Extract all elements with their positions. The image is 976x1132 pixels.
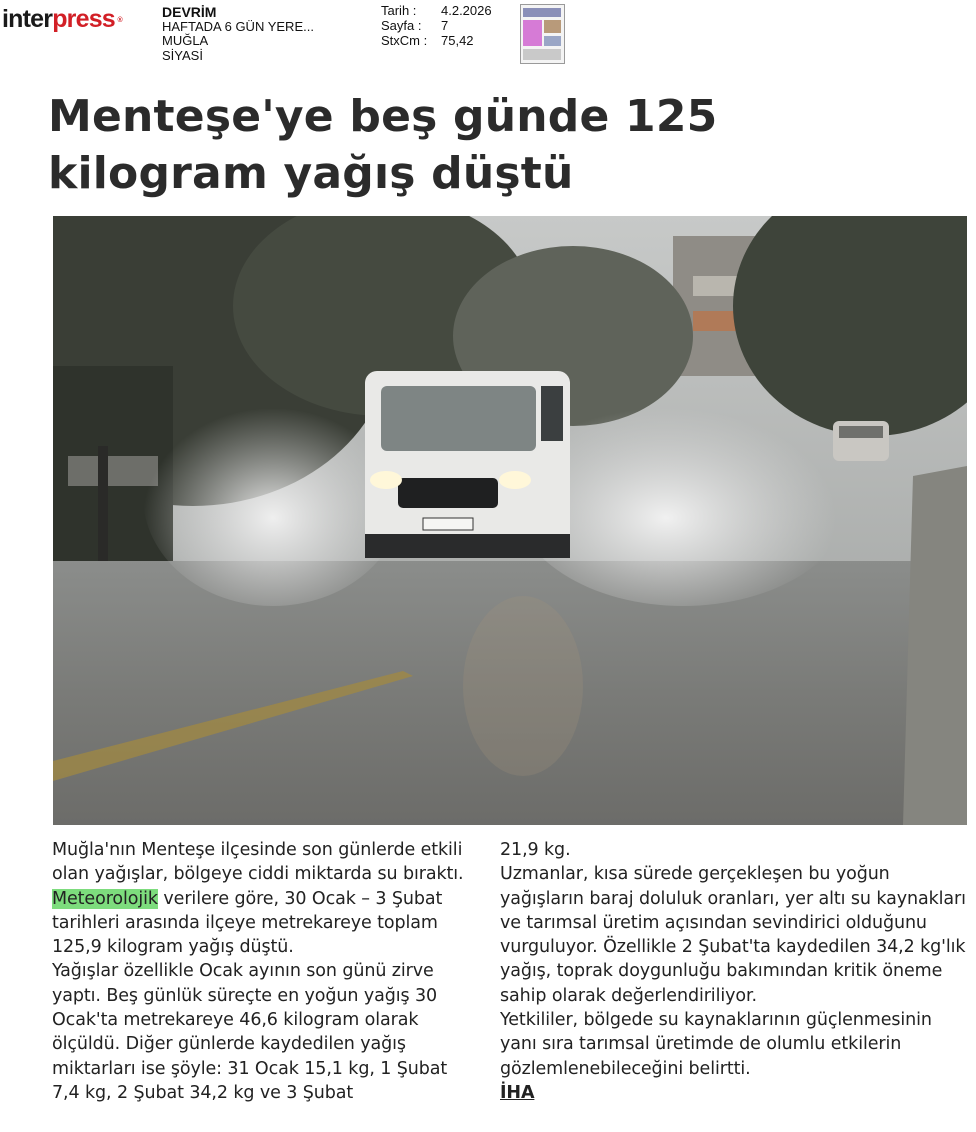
publication-city: MUĞLA	[162, 33, 209, 48]
photo-curb	[903, 466, 967, 825]
thumb-block	[544, 20, 561, 33]
logo-part-press: press	[52, 5, 115, 33]
thumb-block	[523, 49, 561, 60]
highlighted-term: Meteorolojik	[52, 888, 158, 909]
photo-van	[365, 371, 570, 558]
photo-van-headlight-right	[499, 471, 531, 489]
paragraph-1-text-cont: verilere göre, 30 Ocak – 3 Şubat tarihleri arasında ilçeye metrekareye toplam 125,9 kilogram yağış düştü.	[52, 888, 443, 958]
thumb-block	[544, 36, 561, 46]
publication-info	[162, 5, 314, 63]
meta-label: Tarih :	[381, 3, 417, 18]
meta-row-page	[381, 18, 492, 33]
meta-value: 4.2.2026	[441, 3, 492, 18]
photo-van-windshield	[381, 386, 536, 451]
publication-frequency: HAFTADA 6 GÜN YERE...	[162, 18, 314, 34]
page-thumbnail[interactable]	[520, 4, 565, 64]
photo-van-grille	[398, 478, 498, 508]
photo-van-bumper	[365, 534, 570, 558]
meta-row-size	[381, 33, 492, 48]
photo-van-headlight-left	[370, 471, 402, 489]
meta-value: 7	[441, 18, 449, 33]
photo-tree-trunk	[98, 446, 108, 566]
thumb-block	[523, 20, 542, 46]
meta-row-date	[381, 3, 492, 18]
logo-registered-mark: ®	[117, 17, 122, 24]
photo-van-side-window	[541, 386, 563, 441]
meta-value: 75,42	[441, 33, 474, 48]
logo-part-inter: inter	[2, 5, 53, 33]
photo-spray-left	[143, 386, 403, 606]
publication-category: SİYASİ	[162, 47, 203, 63]
article-paragraph-2-cont: 21,9 kg.	[500, 840, 571, 860]
article-paragraph-1	[52, 838, 472, 959]
news-source[interactable]: İHA	[500, 1082, 535, 1103]
meta-label: Sayfa :	[381, 18, 422, 33]
interpress-logo	[2, 4, 122, 34]
photo-van-plate	[423, 518, 473, 530]
thumb-block	[523, 8, 561, 17]
article-column-2	[500, 838, 970, 1105]
article-headline: Menteşe'ye beş günde 125 kilogram yağış düştü	[48, 91, 718, 199]
article-paragraph-3: Uzmanlar, kısa sürede gerçekleşen bu yoğun yağışların baraj doluluk oranları, yer altı su kaynakları ve tarımsal üretim açısından sevindirici olduğunu vurguluyor. Özellikle 2 Şubat'ta kaydedilen 34,2 kg'lık yağış, toprak doygunluğu bakımından kritik öneme sahip olarak değerlendiriliyor.	[500, 864, 966, 1006]
flooded-street-photo	[53, 216, 967, 825]
publication-name: DEVRİM	[162, 4, 217, 20]
clipping-meta	[381, 3, 492, 48]
article-paragraph-4: Yetkililer, bölgede su kaynaklarının güçlenmesinin yanı sıra tarımsal üretimde de olumlu etkilerin gözlemlenebileceğini belirtti.	[500, 1010, 932, 1079]
article-paragraph-2: Yağışlar özellikle Ocak ayının son günü zirve yaptı. Beş günlük süreçte en yoğun yağış 30 Ocak'ta metrekareye 46,6 kilogram olarak ölçüldü. Diğer günlerde kaydedilen yağış miktarları ise şöyle: 31 Ocak 15,1 kg, 1 Şubat 7,4 kg, 2 Şubat 34,2 kg ve 3 Şubat	[52, 961, 448, 1103]
paragraph-1-text: Muğla'nın Menteşe ilçesinde son günlerde etkili olan yağışlar, bölgeye ciddi miktarda su bıraktı.	[52, 840, 464, 885]
photo-reflection	[463, 596, 583, 776]
meta-label: StxCm :	[381, 33, 428, 48]
article-column-1	[52, 838, 472, 1105]
photo-distant-car-window	[839, 426, 883, 438]
